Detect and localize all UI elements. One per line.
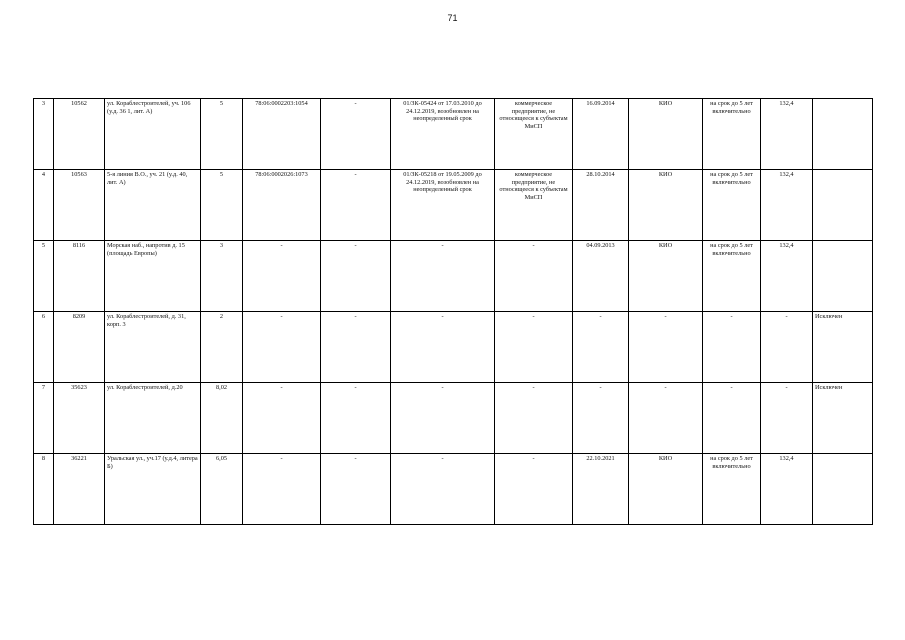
cell-term: на срок до 5 лет включительно [703,241,761,312]
cell-address: Морская наб., напротив д. 15 (площадь Европы) [105,241,201,312]
page-number: 71 [447,13,458,23]
cell-field-6: - [321,383,391,454]
cell-organization: - [629,312,703,383]
cell-organization: КИО [629,99,703,170]
cell-tenant-type: коммерческое предприятие, не относящееся к субъектам МиСП [495,170,573,241]
cell-field-6: - [321,312,391,383]
cell-cadastral-number: 78:06:0002203:1054 [243,99,321,170]
cell-object-code: 35623 [54,383,105,454]
cell-rate: - [761,383,813,454]
cell-rate: 132,4 [761,241,813,312]
cell-row-number: 8 [34,454,54,525]
cell-date: 28.10.2014 [573,170,629,241]
cell-area: 5 [201,99,243,170]
cell-rate: 132,4 [761,170,813,241]
cell-note [813,99,873,170]
cell-area: 8,02 [201,383,243,454]
cell-row-number: 3 [34,99,54,170]
cell-tenant-type: - [495,312,573,383]
cell-term: на срок до 5 лет включительно [703,170,761,241]
cell-row-number: 5 [34,241,54,312]
cell-tenant-type: - [495,241,573,312]
cell-object-code: 10563 [54,170,105,241]
cell-area: 5 [201,170,243,241]
cell-area: 2 [201,312,243,383]
cell-organization: КИО [629,241,703,312]
cell-organization: - [629,383,703,454]
cell-date: 04.09.2013 [573,241,629,312]
cell-address: Уральская ул., уч.17 (у.д.4, литера Б) [105,454,201,525]
cell-contract: - [391,241,495,312]
cell-row-number: 6 [34,312,54,383]
cell-term: - [703,312,761,383]
cell-cadastral-number: - [243,454,321,525]
cell-contract: - [391,312,495,383]
cell-date: 22.10.2021 [573,454,629,525]
registry-table [33,98,873,525]
cell-contract: 01/ЗК-05218 от 19.05.2009 до 24.12.2019, возобновлен на неопределенный срок [391,170,495,241]
cell-row-number: 7 [34,383,54,454]
cell-cadastral-number: - [243,241,321,312]
cell-rate: - [761,312,813,383]
cell-object-code: 10562 [54,99,105,170]
cell-contract: - [391,383,495,454]
cell-address: 5-я линия В.О., уч. 21 (у.д. 40, лит. А) [105,170,201,241]
cell-field-6: - [321,454,391,525]
cell-note: Исключен [813,312,873,383]
cell-area: 3 [201,241,243,312]
cell-term: - [703,383,761,454]
cell-note [813,241,873,312]
cell-note [813,170,873,241]
cell-tenant-type: коммерческое предприятие, не относящееся к субъектам МиСП [495,99,573,170]
cell-address: ул. Кораблестроителей, д. 31, корп. 3 [105,312,201,383]
cell-field-6: - [321,99,391,170]
cell-contract: - [391,454,495,525]
cell-rate: 132,4 [761,99,813,170]
cell-tenant-type: - [495,454,573,525]
cell-note [813,454,873,525]
cell-address: ул. Кораблестроителей, д.20 [105,383,201,454]
cell-field-6: - [321,170,391,241]
table-row [34,170,873,241]
cell-tenant-type: - [495,383,573,454]
cell-object-code: 8209 [54,312,105,383]
cell-term: на срок до 5 лет включительно [703,99,761,170]
cell-date: - [573,312,629,383]
cell-cadastral-number: - [243,383,321,454]
cell-row-number: 4 [34,170,54,241]
cell-area: 6,05 [201,454,243,525]
cell-date: - [573,383,629,454]
cell-contract: 01/ЗК-05424 от 17.03.2010 до 24.12.2019, возобновлен на неопределенный срок [391,99,495,170]
cell-address: ул. Кораблестроителей, уч. 106 (у.д. 36 1, лит. А) [105,99,201,170]
cell-object-code: 36221 [54,454,105,525]
table-row [34,241,873,312]
cell-rate: 132,4 [761,454,813,525]
cell-organization: КИО [629,170,703,241]
cell-date: 16.09.2014 [573,99,629,170]
table-row [34,383,873,454]
cell-object-code: 8116 [54,241,105,312]
table-row [34,99,873,170]
cell-field-6: - [321,241,391,312]
cell-organization: КИО [629,454,703,525]
table-row [34,312,873,383]
cell-note: Исключен [813,383,873,454]
cell-cadastral-number: 78:06:0002026:1073 [243,170,321,241]
table-row [34,454,873,525]
cell-cadastral-number: - [243,312,321,383]
cell-term: на срок до 5 лет включительно [703,454,761,525]
